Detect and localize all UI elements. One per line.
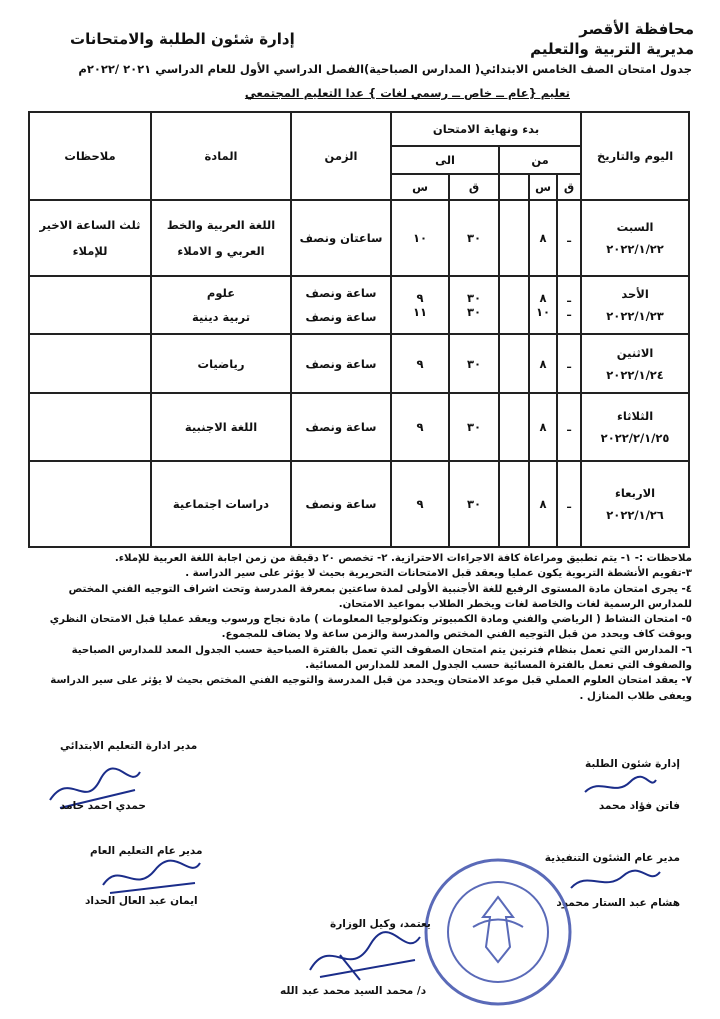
notes-block — [24, 551, 692, 704]
day-name: الاربعاء — [614, 485, 656, 500]
day-date-cell — [581, 393, 689, 461]
duration: ساعة ونصف ساعة ونصف — [291, 276, 391, 334]
header-s: س — [391, 174, 449, 200]
blank-cell — [499, 276, 529, 334]
primary-manager-name: حمدي احمد حامد — [60, 800, 146, 812]
header-subject: المادة — [151, 112, 291, 200]
note-line: ٤- يجرى امتحان مادة المستوى الرفيع للغة الأجنبية الأولى لمدة ساعتين بمعرفة المدرسة وتحت اشراف التوجيه الفني المختص — [68, 583, 692, 595]
students-affairs-title: إدارة شئون الطلبة — [584, 758, 680, 770]
subject: اللغة الاجنبية — [151, 393, 291, 461]
table-row — [29, 334, 689, 392]
from-s: ٨ ١٠ — [529, 276, 557, 334]
note-line: والصفوف التي تعمل بالفترة المسائية حسب الجدول المعد للمدارس المسائية. — [305, 660, 692, 672]
day-date-cell — [581, 200, 689, 276]
day-name: الأحد — [621, 287, 649, 302]
note-line: ٥- امتحان النشاط ( الرياضي والفني ومادة الكمبيوتر وتكنولوجيا المعلومات ) مادة نجاح ورسوب ويعقد عمليا قبل الامتحان النظري — [49, 614, 692, 626]
from-q: ـ — [557, 334, 581, 392]
header-to: الى — [391, 146, 499, 174]
header-day-date: اليوم والتاريخ — [581, 112, 689, 200]
header-notes: ملاحظات — [29, 112, 151, 200]
note-line: ويعفى طلاب المنازل . — [579, 690, 692, 702]
duration: ساعة ونصف — [291, 334, 391, 392]
from-s: ٨ — [529, 461, 557, 547]
exec-affairs-signature — [565, 866, 665, 896]
header-from: من — [499, 146, 581, 174]
governorate-name: محافظة الأقصر — [579, 20, 694, 38]
note-line: ٧- يعقد امتحان العلوم العملي قبل موعد الامتحان ويحدد من قبل المدرسة والتوجيه الفني المختص بحيث لا يؤثر على سير الدراسة — [50, 675, 692, 687]
table-row — [29, 200, 689, 276]
from-q: ـ — [557, 393, 581, 461]
day-date-cell — [581, 461, 689, 547]
note-line: ٦- المدارس التي تعمل بنظام فترتين يتم امتحان الصفوف التي تعمل بالفترة الصباحية حسب الجدول المعد للمدارس الصباحية — [71, 644, 692, 656]
day-date-cell — [581, 276, 689, 334]
official-stamp — [418, 852, 578, 1012]
primary-manager-title: مدير ادارة التعليم الابتدائي — [60, 740, 198, 752]
note-line: وبوقت كاف ويحدد من قبل التوجيه الفني المختص والمدرسة والزمن ساعة ولا يضاف للمجموع. — [221, 629, 692, 641]
exec-affairs-title: مدير عام الشئون التنفيذية — [544, 852, 680, 864]
day-name: الاثنين — [616, 345, 654, 360]
duration: ساعة ونصف — [291, 393, 391, 461]
to-s: ٩ — [391, 393, 449, 461]
exec-affairs-name: هشام عبد الستار محمود — [556, 897, 680, 909]
note — [29, 393, 151, 461]
to-s: ٩ ١١ — [391, 276, 449, 334]
approver-signature — [300, 925, 430, 985]
approver-title: يعتمد، وكيل الوزارة — [330, 918, 431, 930]
general-ed-name: ايمان عبد العال الحداد — [85, 895, 198, 907]
note-line: للمدارس الرسمية لغات والخاصة لغات ويخطر الطلاب بمواعيد الامتحان. — [338, 598, 692, 610]
header-start-end: بدء ونهاية الامتحان — [391, 112, 581, 146]
from-q: ـ — [557, 461, 581, 547]
general-ed-title: مدير عام التعليم العام — [90, 845, 203, 857]
to-q: ٣٠ ٣٠ — [449, 276, 499, 334]
note-line: ملاحظات :- ١- يتم تطبيق ومراعاة كافة الاجراءات الاحترازية. ٢- تخصص ٢٠ دقيقة من زمن اجابة اللغة العربية للإملاء. — [114, 553, 692, 564]
directorate-name: مديرية التربية والتعليم — [530, 40, 694, 58]
header-q: ق — [557, 174, 581, 200]
subject: اللغة العربية والخط العربي و الاملاء — [151, 200, 291, 276]
blank-cell — [499, 393, 529, 461]
from-s: ٨ — [529, 393, 557, 461]
schedule-scope: تعليم {عام ــ خاص ــ رسمي لغات } عدا التعليم المجتمعي — [244, 86, 570, 100]
date: ٢٠٢٢/١/٢٤ — [606, 367, 664, 382]
day-date-cell — [581, 334, 689, 392]
header-s: س — [529, 174, 557, 200]
general-ed-signature — [95, 855, 205, 900]
duration: ساعة ونصف — [291, 461, 391, 547]
from-q: ـ — [557, 200, 581, 276]
to-q: ٣٠ — [449, 200, 499, 276]
date: ٢٠٢٢/١/٢٦ — [606, 507, 664, 522]
to-s: ٩ — [391, 334, 449, 392]
table-row — [29, 276, 689, 334]
header-q: ق — [449, 174, 499, 200]
to-q: ٣٠ — [449, 334, 499, 392]
to-s: ٩ — [391, 461, 449, 547]
blank-cell — [499, 334, 529, 392]
blank-cell — [499, 461, 529, 547]
note-line: ٣-تقويم الأنشطة التربوية يكون عمليا ويعقد قبل الامتحانات التحريرية بحيث لا يؤثر على سير الدراسة . — [185, 568, 692, 580]
duration: ساعتان ونصف — [291, 200, 391, 276]
from-s: ٨ — [529, 200, 557, 276]
blank-cell — [499, 200, 529, 276]
note — [29, 334, 151, 392]
schedule-title: جدول امتحان الصف الخامس الابتدائي( المدارس الصباحية)الفصل الدراسي الأول للعام الدراسي ٢٠٢١ /٢٠٢٢م — [78, 62, 692, 76]
to-q: ٣٠ — [449, 393, 499, 461]
subject: رياضيات — [151, 334, 291, 392]
date: ٢٠٢٢/١/٢٢ — [606, 242, 664, 257]
to-s: ١٠ — [391, 200, 449, 276]
department-name: إدارة شئون الطلبة والامتحانات — [70, 30, 295, 48]
date: ٢٠٢٢/١/٢٣ — [606, 309, 664, 324]
note — [29, 461, 151, 547]
students-affairs-name: فاتن فؤاد محمد — [598, 800, 680, 812]
to-q: ٣٠ — [449, 461, 499, 547]
approver-name: د/ محمد السيد محمد عبد الله — [280, 985, 427, 997]
header-duration: الزمن — [291, 112, 391, 200]
from-q: ـ ـ — [557, 276, 581, 334]
header-blank — [499, 174, 529, 200]
day-name: الثلاثاء — [616, 408, 654, 423]
from-s: ٨ — [529, 334, 557, 392]
note — [29, 276, 151, 334]
subject: دراسات اجتماعية — [151, 461, 291, 547]
date: ٢٠٢٢/٢/١/٢٥ — [600, 430, 670, 445]
subject: علوم تربية دينية — [151, 276, 291, 334]
table-row — [29, 461, 689, 547]
table-row — [29, 393, 689, 461]
exam-schedule-table — [28, 111, 690, 548]
students-affairs-signature — [580, 772, 660, 800]
note: ثلث الساعة الاخير للإملاء — [29, 200, 151, 276]
day-name: السبت — [616, 220, 654, 235]
